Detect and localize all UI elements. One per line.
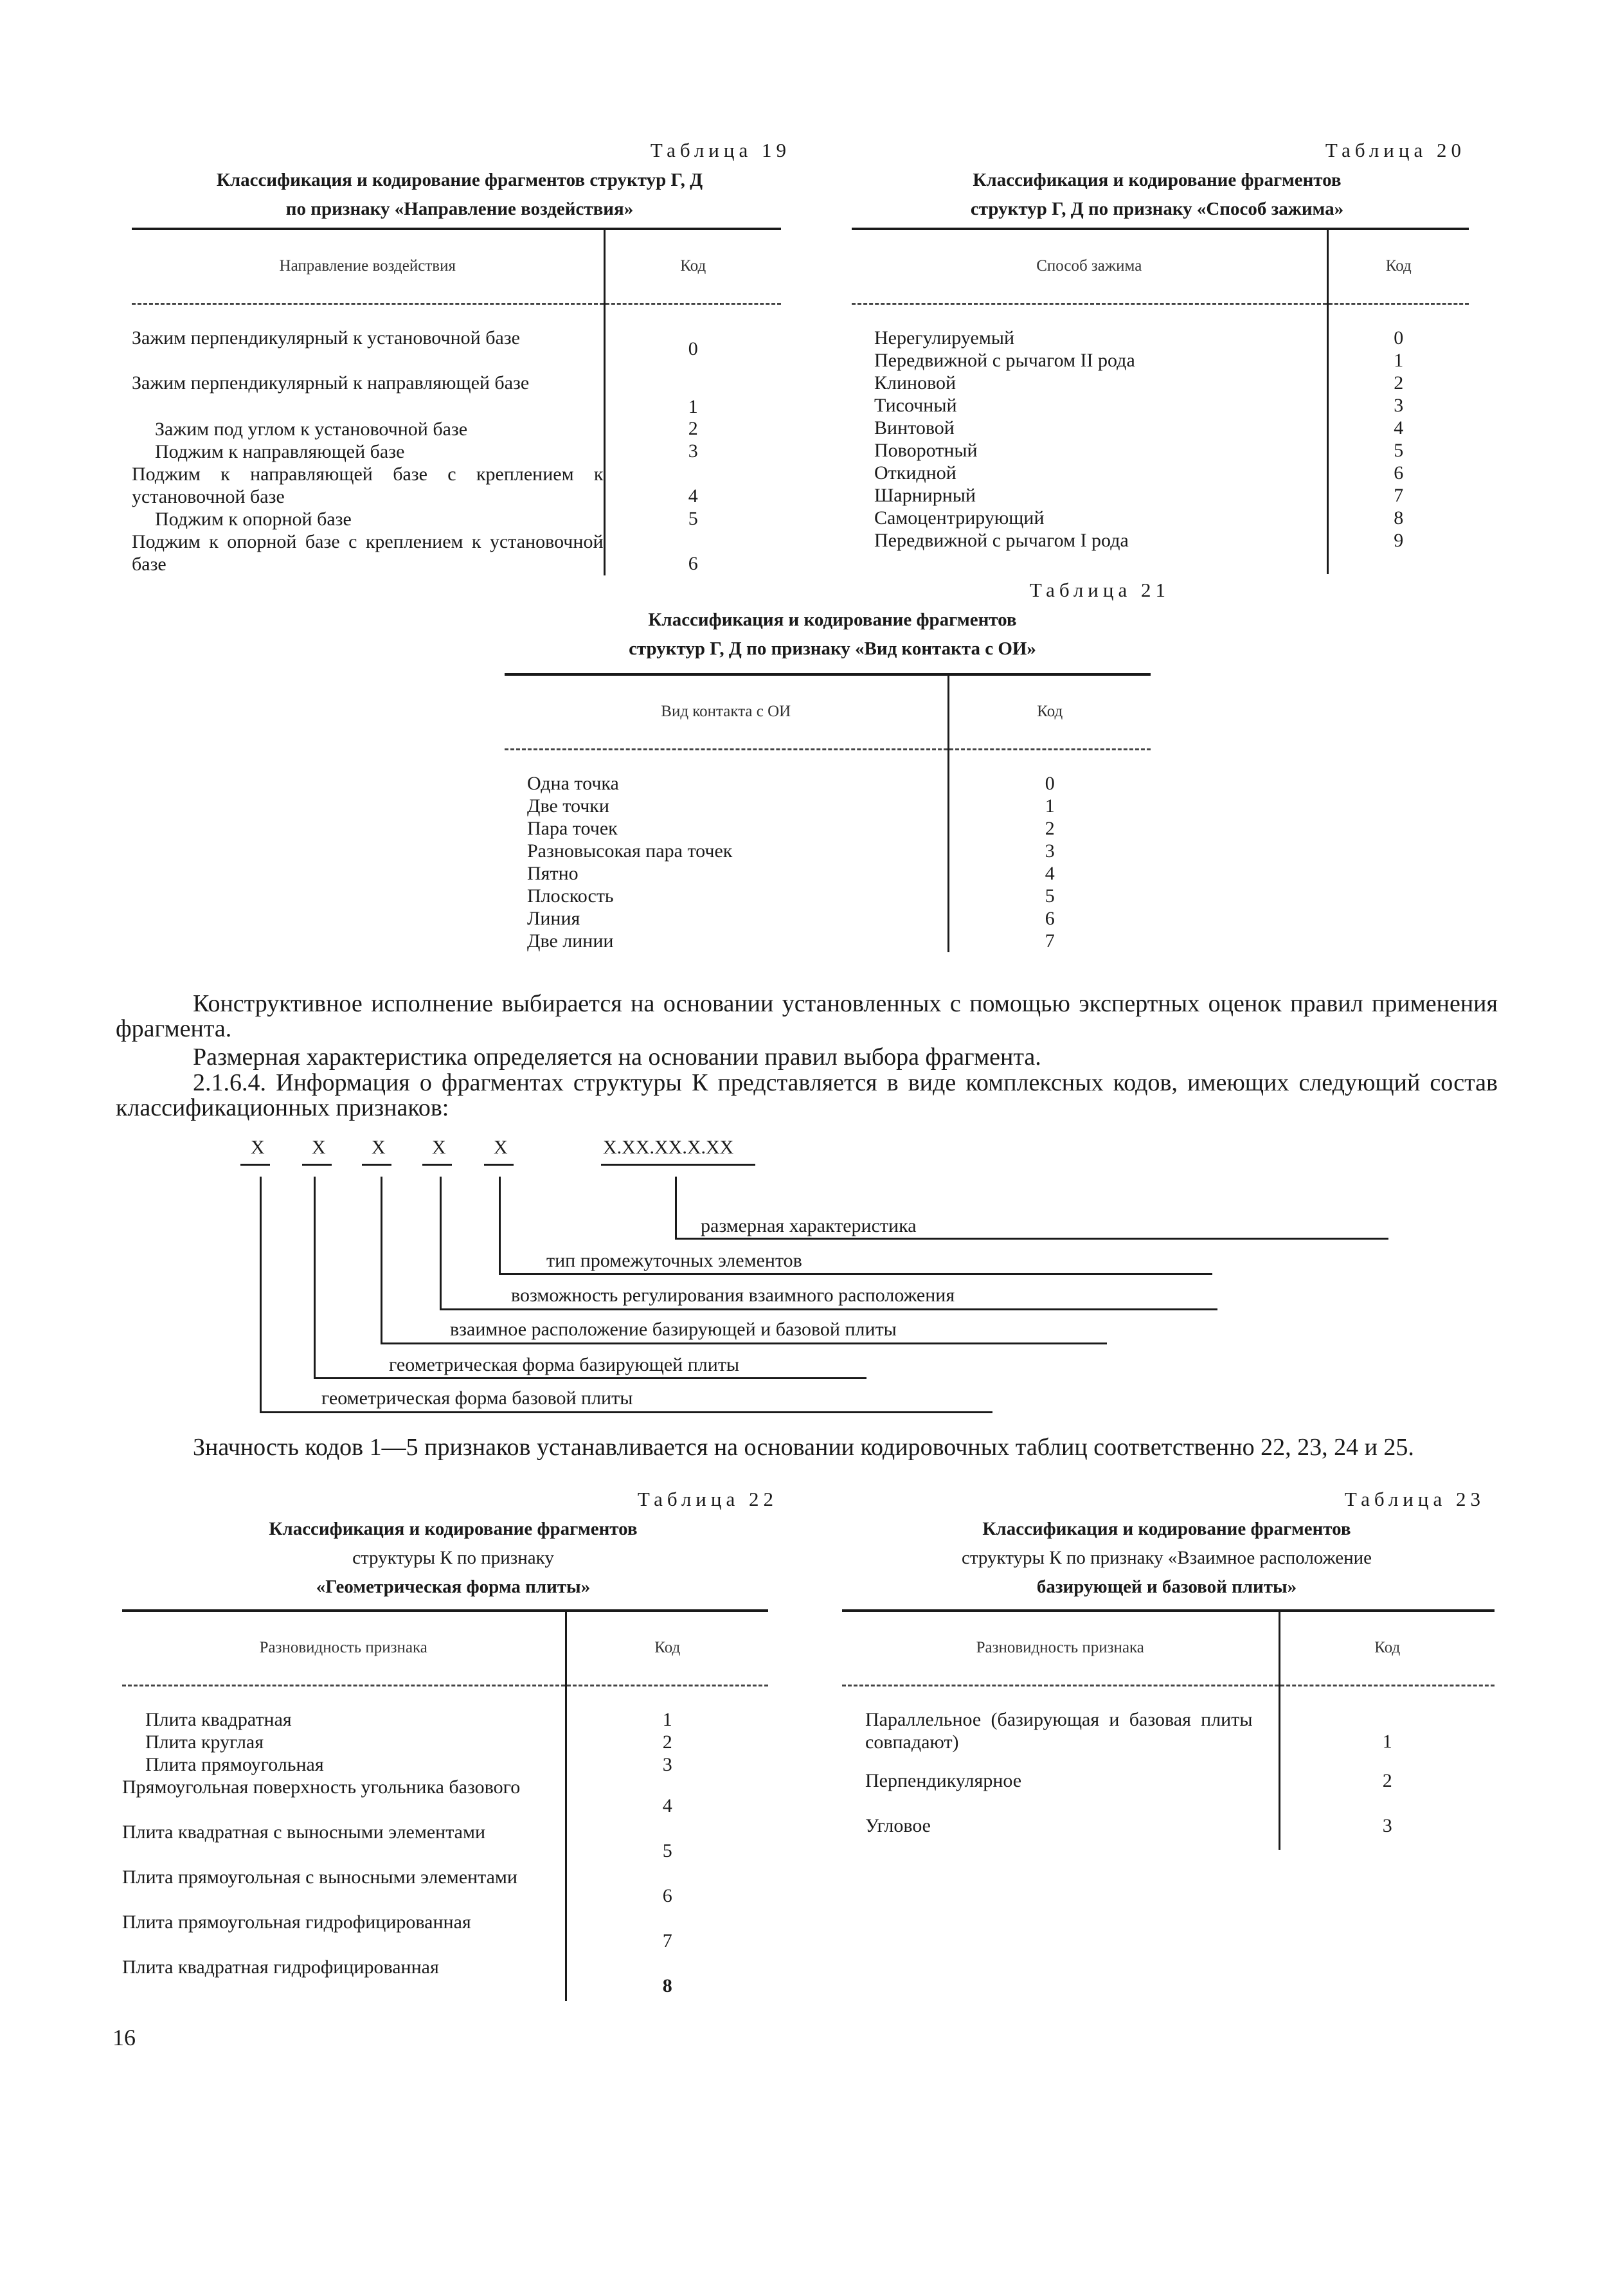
label-base-plate-shape: геометрическая форма базирующей плиты — [389, 1354, 740, 1375]
table22-row-label: Плита квадратная гидрофицированная — [122, 1957, 439, 1978]
table23-row-code: 1 — [1279, 1708, 1495, 1769]
table20-row-label: Клиновой — [874, 372, 956, 393]
table-row — [122, 1821, 768, 1866]
table-row — [122, 1753, 768, 1776]
table21-row-code: 6 — [948, 907, 1151, 930]
table23-row-label: Параллельное (базирующая и базовая плиты совпадают) — [865, 1709, 1253, 1753]
table23-row-code: 3 — [1279, 1814, 1495, 1850]
table-row — [852, 507, 1469, 529]
table-row — [505, 885, 1151, 907]
table21-row-label: Пара точек — [527, 818, 618, 839]
table22-col-code: Код — [566, 1611, 768, 1685]
table22-title-line2: структуры К по признаку — [352, 1548, 554, 1568]
table20-row-label: Винтовой — [874, 417, 955, 438]
table20-row-label: Тисочный — [874, 395, 957, 416]
label-basic-plate-shape: геометрическая форма базовой плиты — [321, 1388, 633, 1409]
table-row — [505, 907, 1151, 930]
table-row — [852, 349, 1469, 372]
table-row — [122, 1866, 768, 1911]
label-size-characteristic: размерная характеристика — [701, 1215, 917, 1236]
table19-row-label: Поджим к опорной базе с креплением к установочной базе — [132, 531, 604, 575]
table20-row-code: 8 — [1327, 507, 1469, 529]
table21-row-code: 5 — [948, 885, 1151, 907]
table21-number: Таблица 21 — [1029, 579, 1170, 601]
table-row — [122, 1956, 768, 2001]
table19-col-direction: Направление воздействия — [132, 229, 604, 303]
table23-title-line1: Классификация и кодирование фрагментов — [982, 1519, 1351, 1539]
table19-row-code: 2 — [604, 418, 781, 440]
table19-row-code: 0 — [604, 327, 781, 372]
table23-row-label: Угловое — [865, 1815, 931, 1836]
table-row — [505, 840, 1151, 862]
table20-row-code: 7 — [1327, 484, 1469, 507]
table-row — [122, 1911, 768, 1956]
table-row — [852, 439, 1469, 462]
table20-row-code: 6 — [1327, 462, 1469, 484]
table-row — [852, 372, 1469, 394]
table-row — [132, 530, 781, 575]
table22-row-label: Плита прямоугольная гидрофицированная — [122, 1912, 471, 1933]
table-row — [852, 484, 1469, 507]
table20-row-code: 4 — [1327, 417, 1469, 439]
table21-title — [501, 606, 1163, 664]
table23 — [842, 1609, 1495, 1850]
table23-col-variety: Разновидность признака — [842, 1611, 1279, 1685]
table21-row-label: Две линии — [527, 930, 614, 952]
table19-row-code: 5 — [604, 508, 781, 530]
table-row — [132, 463, 781, 508]
table22-row-code: 1 — [566, 1708, 768, 1731]
table-row — [842, 1708, 1495, 1769]
table20-row-code: 3 — [1327, 394, 1469, 417]
diagram-connector — [440, 1177, 442, 1308]
table20-col-code: Код — [1327, 229, 1469, 303]
table-row — [852, 394, 1469, 417]
table-row — [842, 1814, 1495, 1850]
table22-row-label: Плита прямоугольная — [145, 1754, 324, 1775]
table21-col-code: Код — [948, 674, 1151, 749]
table22-row-code: 4 — [566, 1776, 768, 1821]
paragraph-code-values: Значность кодов 1—5 признаков устанавливается на основании кодировочных таблиц соответственно 22, 23, 24 и 25. — [193, 1434, 1414, 1461]
table-row — [852, 462, 1469, 484]
table20-number: Таблица 20 — [1325, 139, 1466, 161]
table22-row-code: 6 — [566, 1866, 768, 1911]
table22-row-code: 5 — [566, 1821, 768, 1866]
table21-row-label: Две точки — [527, 795, 609, 817]
paragraph-size-characteristic: Размерная характеристика определяется на основании правил выбора фрагмента. — [193, 1044, 1041, 1071]
table20-title — [842, 166, 1472, 224]
table19-number: Таблица 19 — [650, 139, 791, 161]
table22-title-line1: Классификация и кодирование фрагментов — [269, 1519, 638, 1539]
table-row — [132, 440, 781, 463]
table-row — [505, 817, 1151, 840]
table19-row-label: Зажим перпендикулярный к направляющей базе — [132, 372, 530, 393]
code-position-3: X — [372, 1137, 386, 1158]
diagram-connector — [675, 1177, 677, 1238]
table22-number: Таблица 22 — [637, 1488, 778, 1510]
code-position-2: X — [312, 1137, 326, 1158]
table23-title-line3: базирующей и базовой плиты» — [1036, 1577, 1297, 1597]
table-row — [505, 862, 1151, 885]
table22-col-variety: Разновидность признака — [122, 1611, 566, 1685]
table-row — [122, 1708, 768, 1731]
table21-row-label: Линия — [527, 908, 580, 929]
table19-col-code: Код — [604, 229, 781, 303]
table-row — [122, 1776, 768, 1821]
table20-col-method: Способ зажима — [852, 229, 1327, 303]
table22-row-code: 2 — [566, 1731, 768, 1753]
table21-row-label: Плоскость — [527, 885, 614, 907]
table23-number: Таблица 23 — [1344, 1488, 1485, 1510]
table-row — [132, 372, 781, 418]
table20-row-label: Передвижной с рычагом II рода — [874, 350, 1135, 371]
table-row — [132, 418, 781, 440]
table20-row-label: Поворотный — [874, 440, 978, 461]
table-row — [842, 1769, 1495, 1814]
table22-title-line3: «Геометрическая форма плиты» — [316, 1577, 591, 1597]
table21-row-code: 7 — [948, 930, 1151, 952]
table-row — [852, 327, 1469, 349]
table-row — [122, 1731, 768, 1753]
table21-row-code: 2 — [948, 817, 1151, 840]
table20 — [852, 228, 1469, 574]
table19-row-label: Зажим перпендикулярный к установочной базе — [132, 327, 520, 348]
table21-title-line2: структур Г, Д по признаку «Вид контакта с ОИ» — [629, 638, 1036, 659]
table21-row-code: 0 — [948, 772, 1151, 795]
table21-row-label: Разновысокая пара точек — [527, 840, 733, 862]
table20-title-line2: структур Г, Д по признаку «Способ зажима» — [970, 199, 1344, 219]
label-adjustment-possibility: возможность регулирования взаимного расположения — [511, 1285, 955, 1306]
table22-row-label: Плита прямоугольная с выносными элементами — [122, 1867, 517, 1888]
table22-row-code: 8 — [566, 1956, 768, 2001]
table-row — [852, 529, 1469, 574]
table19-row-label: Поджим к направляющей базе с креплением к установочной базе — [132, 464, 604, 507]
table22-row-label: Прямоугольная поверхность угольника базового — [122, 1776, 521, 1798]
table22-row-label: Плита квадратная с выносными элементами — [122, 1821, 486, 1843]
table-row — [132, 327, 781, 372]
table19-row-code: 3 — [604, 440, 781, 463]
table20-row-code: 1 — [1327, 349, 1469, 372]
table-row — [132, 508, 781, 530]
table23-title-line2: структуры К по признаку «Взаимное расположение — [961, 1548, 1372, 1568]
table20-row-label: Самоцентрирующий — [874, 507, 1045, 529]
table21-row-label: Одна точка — [527, 773, 619, 794]
table19 — [132, 228, 781, 575]
table-row — [852, 417, 1469, 439]
table23-col-code: Код — [1279, 1611, 1495, 1685]
table19-title-line1: Классификация и кодирование фрагментов структур Г, Д — [216, 170, 703, 190]
table-row — [505, 772, 1151, 795]
table20-row-code: 2 — [1327, 372, 1469, 394]
paragraph-2-1-6-4: 2.1.6.4. Информация о фрагментах структуры К представляется в виде комплексных кодов, имеющих следующий состав классификационных признаков: — [116, 1069, 1498, 1121]
diagram-connector — [314, 1177, 316, 1377]
table19-row-code: 4 — [604, 463, 781, 508]
table19-row-label: Поджим к направляющей базе — [155, 441, 405, 462]
diagram-connector — [260, 1177, 262, 1411]
table23-row-code: 2 — [1279, 1769, 1495, 1814]
table21-row-code: 1 — [948, 795, 1151, 817]
table19-title-line2: по признаку «Направление воздействия» — [285, 199, 634, 219]
table20-row-label: Передвижной с рычагом I рода — [874, 530, 1129, 551]
table23-row-label: Перпендикулярное — [865, 1770, 1022, 1791]
table20-row-label: Откидной — [874, 462, 956, 484]
diagram-connector — [499, 1177, 501, 1273]
table19-title — [129, 166, 791, 224]
code-position-1: X — [251, 1137, 265, 1158]
table21 — [505, 673, 1151, 952]
table22 — [122, 1609, 768, 2001]
table21-row-code: 3 — [948, 840, 1151, 862]
table-row — [505, 930, 1151, 952]
table19-row-label: Поджим к опорной базе — [155, 509, 352, 530]
table-row — [505, 795, 1151, 817]
table19-row-code: 1 — [604, 372, 781, 418]
label-mutual-position: взаимное расположение базирующей и базовой плиты — [450, 1319, 897, 1340]
table22-row-label: Плита квадратная — [145, 1709, 292, 1730]
table20-row-code: 9 — [1327, 529, 1469, 574]
table23-title — [836, 1515, 1498, 1602]
code-suffix: X.XX.XX.X.XX — [603, 1137, 734, 1158]
page-number: 16 — [112, 2025, 136, 2050]
table22-title — [122, 1515, 784, 1602]
table19-row-label: Зажим под углом к установочной базе — [155, 419, 468, 440]
table20-row-code: 0 — [1327, 327, 1469, 349]
code-position-4: X — [432, 1137, 446, 1158]
table20-row-label: Шарнирный — [874, 485, 976, 506]
diagram-connector — [381, 1177, 382, 1342]
table21-title-line1: Классификация и кодирование фрагментов — [648, 610, 1017, 630]
table22-row-label: Плита круглая — [145, 1731, 264, 1753]
table21-row-label: Пятно — [527, 863, 579, 884]
label-intermediate-elements: тип промежуточных элементов — [546, 1250, 802, 1271]
table20-title-line1: Классификация и кодирование фрагментов — [973, 170, 1342, 190]
table20-row-label: Нерегулируемый — [874, 327, 1015, 348]
table22-row-code: 7 — [566, 1911, 768, 1956]
paragraph-design-choice: Конструктивное исполнение выбирается на основании установленных с помощью экспертных оценок правил применения фрагмента. — [116, 990, 1498, 1042]
table20-row-code: 5 — [1327, 439, 1469, 462]
table21-col-contact: Вид контакта с ОИ — [505, 674, 948, 749]
table21-row-code: 4 — [948, 862, 1151, 885]
code-position-5: X — [494, 1137, 508, 1158]
table19-row-code: 6 — [604, 530, 781, 575]
table22-row-code: 3 — [566, 1753, 768, 1776]
